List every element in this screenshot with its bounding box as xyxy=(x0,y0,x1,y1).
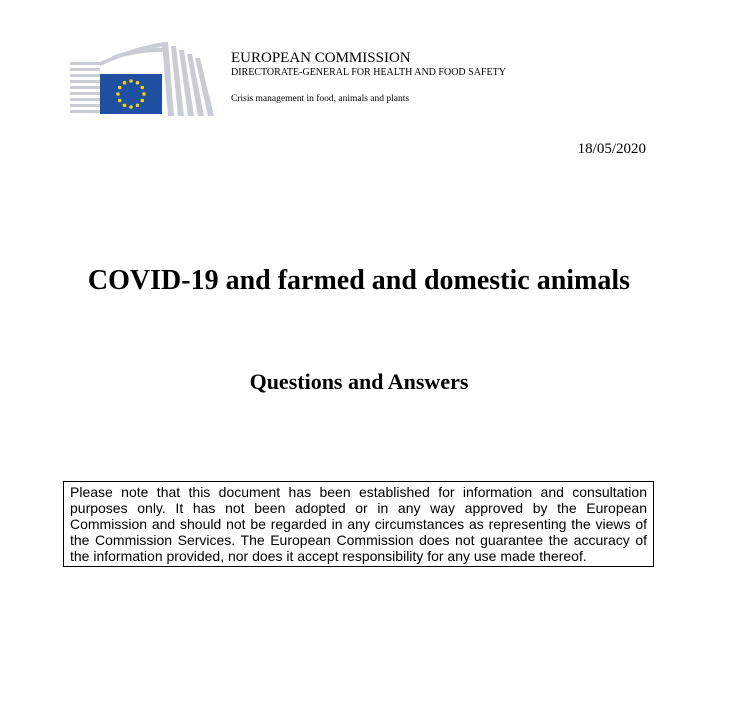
unit-name: Crisis management in food, animals and plants xyxy=(231,94,410,104)
disclaimer-box: Please note that this document has been established for information and consultation purposes only. It has not been adopted or in any way approved by the European Commission and should not be regarded in any circumstances as representing the views of the Commission Services. The European Commission does not guarantee the accuracy of the information provided, nor does it accept responsibility for any use made thereof. xyxy=(63,481,654,567)
directorate-name: DIRECTORATE-GENERAL FOR HEALTH AND FOOD SAFETY xyxy=(231,67,506,78)
document-subtitle: Questions and Answers xyxy=(249,369,469,394)
eu-commission-logo-icon xyxy=(70,42,216,116)
document-date: 18/05/2020 xyxy=(577,141,646,157)
document-title: COVID-19 and farmed and domestic animals xyxy=(87,265,631,296)
organization-name: EUROPEAN COMMISSION xyxy=(231,50,411,66)
